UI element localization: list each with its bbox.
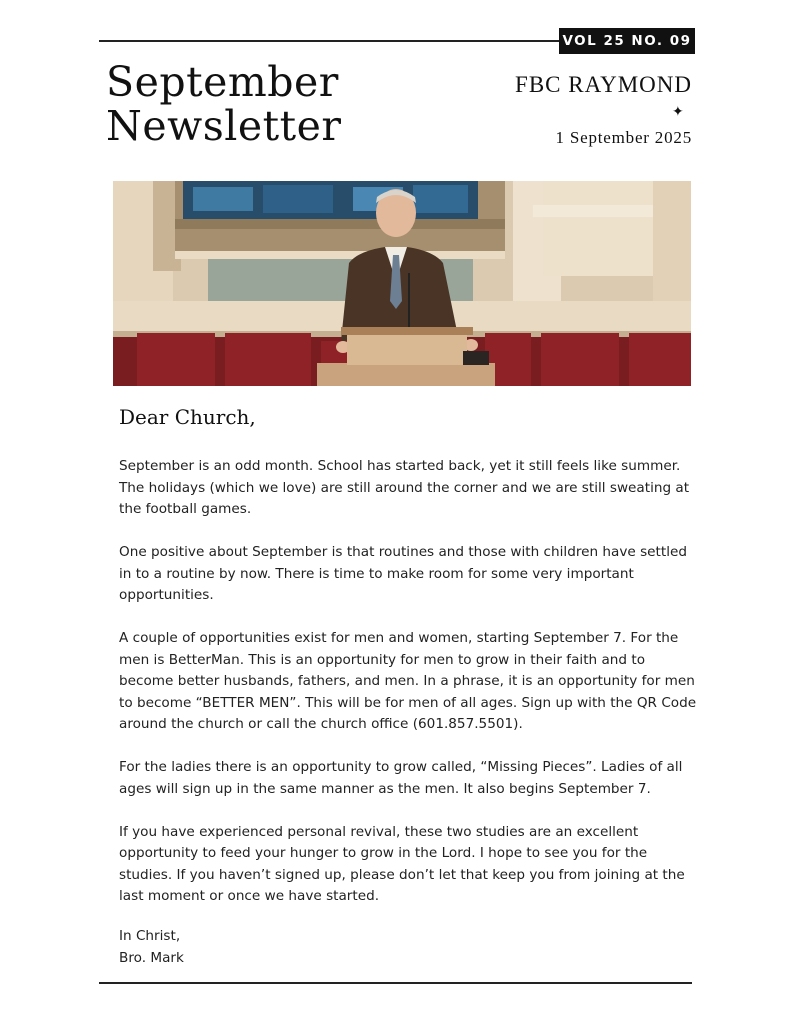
paragraph-1: September is an odd month. School has started back, yet it still feels like summer. The holidays (which we love) are still around the corner and we are still sweating at the football games.: [119, 458, 690, 517]
sparkle-icon: ✦: [672, 104, 684, 120]
newsletter-title: [106, 60, 341, 148]
paragraph-4: For the ladies there is an opportunity to grow called, “Missing Pieces”. Ladies of all ages will sign up in the same manner as the men. It also begins September 7.: [119, 759, 683, 797]
letter-body: [119, 456, 699, 929]
bottom-divider: [99, 982, 692, 984]
letter-closing: [119, 926, 184, 969]
pastor-at-pulpit-photo: [113, 181, 691, 386]
salutation: Dear Church,: [119, 405, 256, 429]
issue-date: 1 September 2025: [555, 128, 692, 147]
title-line-2: Newsletter: [106, 102, 342, 150]
church-name: FBC RAYMOND: [515, 72, 692, 97]
photo-illustration: [113, 181, 691, 386]
volume-badge: VOL 25 NO. 09: [559, 28, 695, 54]
paragraph-5: If you have experienced personal revival, these two studies are an excellent opportunity to feed your hunger to grow in the Lord. I hope to see you for the studies. If you haven’t signed up, please don’t let that keep you from joining at the last moment or once we have started.: [119, 823, 685, 904]
signature: Bro. Mark: [119, 949, 184, 966]
title-line-1: September: [106, 58, 339, 106]
paragraph-2: One positive about September is that routines and those with children have settled in to a routine by now. There is time to make room for some very important opportunities.: [119, 544, 687, 603]
closing-line: In Christ,: [119, 928, 181, 944]
paragraph-3: A couple of opportunities exist for men and women, starting September 7. For the men is BetterMan. This is an opportunity for men to grow in their faith and to become better husbands, fathers, and men. In a phrase, it is an opportunity for men to become “BETTER MEN”. This will be for men of all ages. Sign up with the QR Code around the church or call the church office (601.857.5501).: [119, 630, 697, 732]
